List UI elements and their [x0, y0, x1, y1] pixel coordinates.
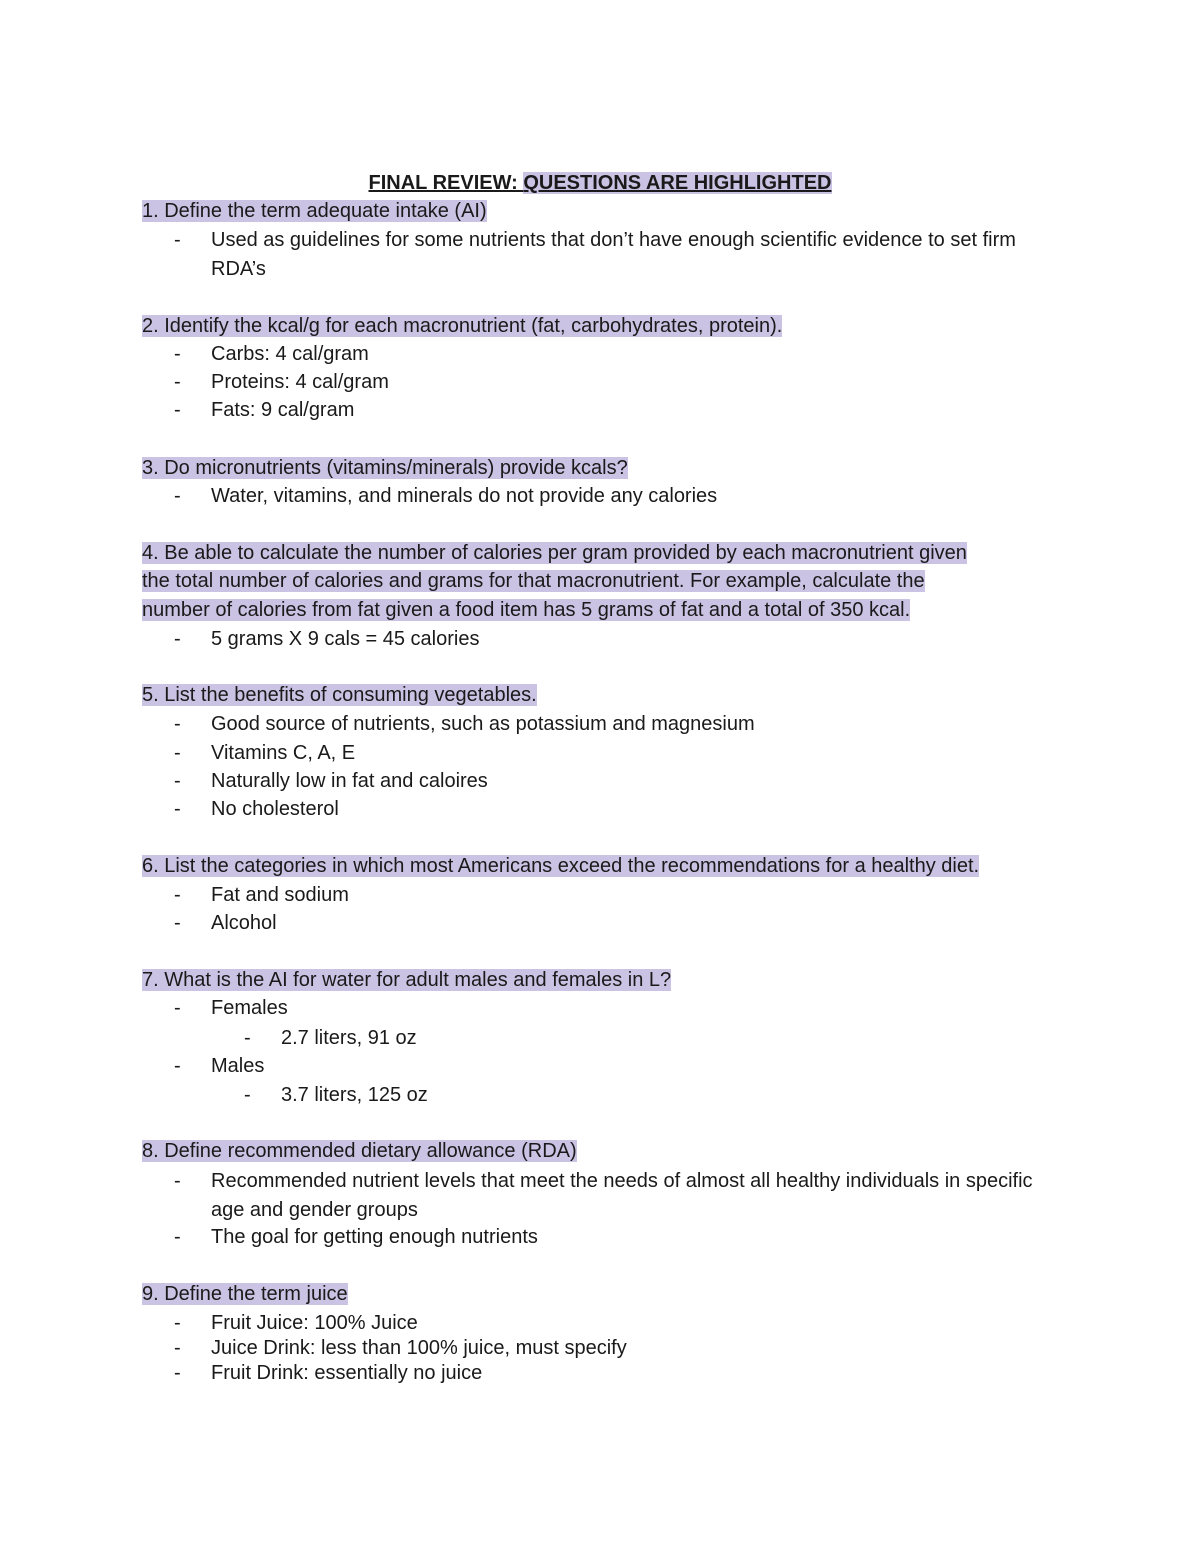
question-5: 5. List the benefits of consuming vegetables.	[142, 684, 537, 706]
question-4-line-1: 4. Be able to calculate the number of calories per gram provided by each macronutrient given	[142, 542, 967, 564]
question-6: 6. List the categories in which most Americans exceed the recommendations for a healthy diet.	[142, 855, 980, 877]
question-7: 7. What is the AI for water for adult males and females in L?	[142, 969, 672, 991]
document-page: FINAL REVIEW: QUESTIONS ARE HIGHLIGHTED 1. Define the term adequate intake (AI) - Used as guidelines for some nutrients that don’t have enough scientific evidence to set firm RDA’s 2. Identify the kcal/g for each macronutrient (fat, carbohydrates, protein). - Carbs: 4 cal/gram - Proteins: 4 cal/gram - Fats: 9 cal/gram 3. Do micronutrients (vitamins/minerals) provide kcals? - Water, vitamins, and minerals do not provide any calories 4. Be able to calculate the number of calories per gram provided by each macronutrient given the total number of calories and grams for that macronutrient. For example, calculate the number of calories from fat given a food item has 5 grams of fat and a total of 350 kcal. - 5 grams X 9 cals = 45 calories 5. List the benefits of consuming vegetables. - Good source of nutrients, such as potassium and magnesium - Vitamins C, A, E - Naturally low in fat and caloires - No cholesterol 6. List the categories in which most Americans exceed the recommendations for a healthy diet. - Fat and sodium - Alcohol 7. What is the AI for water for adult males and females in L? - Females - 2.7 liters, 91 oz - Males - 3.7 liters, 125 oz 8. Define recommended dietary allowance (RDA) - Recommended nutrient levels that meet the needs of almost all healthy individuals in specific age and gender groups - The goal for getting enough nutrients 9. Define the term juice - Fruit Juice: 100% Juice - Juice Drink: less than 100% juice, must specify - Fruit Drink: essentially no juice	[0, 0, 1200, 1553]
title-prefix: FINAL REVIEW:	[368, 172, 524, 194]
question-4-line-3: number of calories from fat given a food item has 5 grams of fat and a total of 350 kcal.	[142, 599, 911, 621]
question-2: 2. Identify the kcal/g for each macronutrient (fat, carbohydrates, protein).	[142, 315, 783, 337]
question-4-line-2: the total number of calories and grams for that macronutrient. For example, calculate the	[142, 570, 925, 592]
page-title	[0, 170, 1200, 196]
title-highlight: QUESTIONS ARE HIGHLIGHTED	[523, 172, 832, 194]
question-9: 9. Define the term juice	[142, 1283, 348, 1305]
question-3: 3. Do micronutrients (vitamins/minerals) provide kcals?	[142, 457, 628, 479]
question-1: 1. Define the term adequate intake (AI)	[142, 200, 487, 222]
question-8: 8. Define recommended dietary allowance (RDA)	[142, 1140, 577, 1162]
